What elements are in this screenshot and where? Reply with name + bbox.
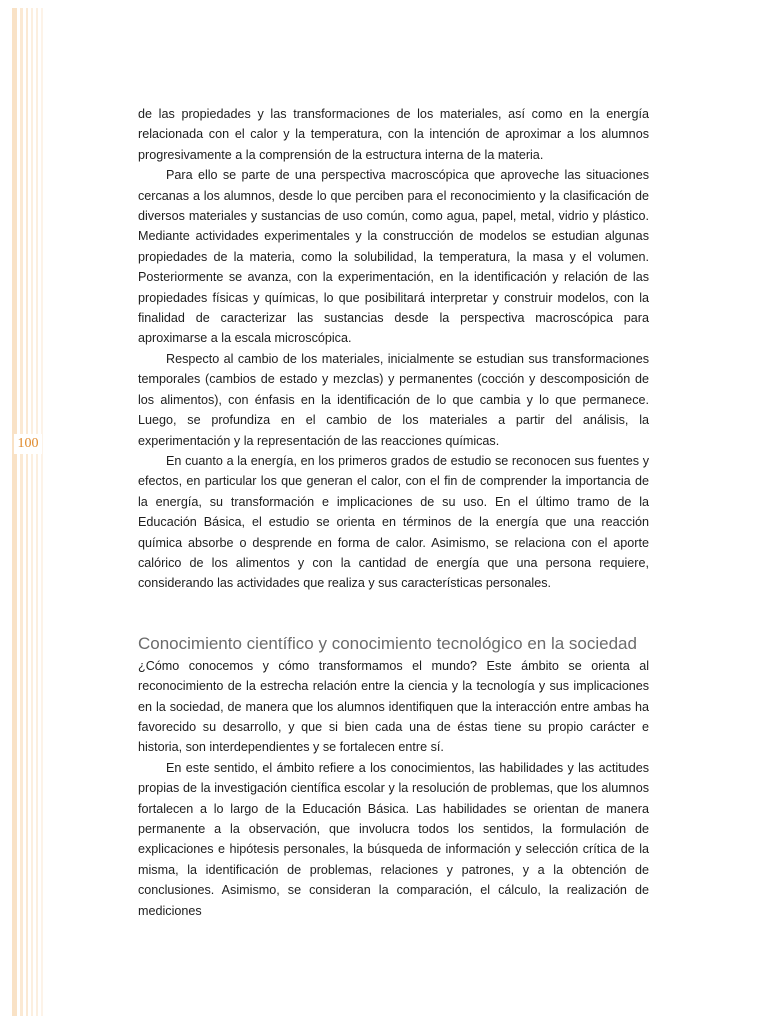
margin-stripe	[20, 8, 23, 1016]
margin-stripe	[26, 8, 28, 1016]
margin-stripe	[31, 8, 33, 1016]
margin-stripe	[36, 8, 38, 1016]
page-body	[138, 104, 649, 921]
paragraph: En este sentido, el ámbito refiere a los conocimientos, las habilidades y las actitudes propias de la investigación científica escolar y la resolución de problemas, que los alumnos fortalecen a lo largo de la Educación Básica. Las habilidades se orientan de manera permanente a la observación, que involucra todos los sentidos, la formulación de explicaciones e hipótesis personales, la búsqueda de información y selección crítica de la misma, la identificación de problemas, relaciones y patrones, y a la obtención de conclusiones. Asimismo, se consideran la comparación, el cálculo, la realización de mediciones	[138, 760, 649, 918]
page-number: 100	[14, 434, 42, 454]
margin-decoration	[12, 8, 46, 1016]
paragraph: ¿Cómo conocemos y cómo transformamos el mundo? Este ámbito se orienta al reconocimiento de la estrecha relación entre la ciencia y la tecnología y sus implicaciones en la sociedad, de manera que los alumnos identifiquen que la interacción entre ambas ha favorecido su desarrollo, y que si bien cada una de éstas tiene su propio carácter e historia, son interdependientes y se fortalecen entre sí.	[138, 658, 649, 755]
margin-stripe	[41, 8, 43, 1016]
section-heading: Conocimiento científico y conocimiento tecnológico en la sociedad	[138, 633, 637, 653]
paragraph: En cuanto a la energía, en los primeros grados de estudio se reconocen sus fuentes y efectos, en particular los que generan el calor, con el fin de comprender la importancia de la energía, su transformación e implicaciones de su uso. En el último tramo de la Educación Básica, el estudio se orienta en términos de la energía que una reacción química absorbe o desprende en forma de calor. Asimismo, se relaciona con el aporte calórico de los alimentos y con la cantidad de energía que una persona requiere, considerando las actividades que realiza y sus características personales.	[138, 453, 649, 591]
margin-stripe	[12, 8, 17, 1016]
paragraph: Para ello se parte de una perspectiva macroscópica que aproveche las situaciones cercanas a los alumnos, desde lo que perciben para el reconocimiento y la clasificación de diversos materiales y sustancias de uso común, como agua, papel, metal, vidrio y plástico. Mediante actividades experimentales y la construcción de modelos se estudian algunas propiedades de la materia, como la solubilidad, la temperatura, la masa y el volumen. Posteriormente se avanza, con la experimentación, en la identificación y relación de las propiedades físicas y químicas, lo que posibilitará interpretar y construir modelos, con la finalidad de caracterizar las sustancias desde la perspectiva macroscópica para aproximarse a la escala microscópica.	[138, 168, 649, 346]
paragraph: Respecto al cambio de los materiales, inicialmente se estudian sus transformaciones temporales (cambios de estado y mezclas) y permanentes (cocción y descomposición de los alimentos), con énfasis en la identificación de lo que cambia y lo que permanece. Luego, se profundiza en el cambio de los materiales a partir del análisis, la experimentación y la representación de las reacciones químicas.	[138, 351, 649, 448]
paragraph: de las propiedades y las transformaciones de los materiales, así como en la energía relacionada con el calor y la temperatura, con la intención de aproximar a los alumnos progresivamente a la comprensión de la estructura interna de la materia.	[138, 107, 649, 162]
